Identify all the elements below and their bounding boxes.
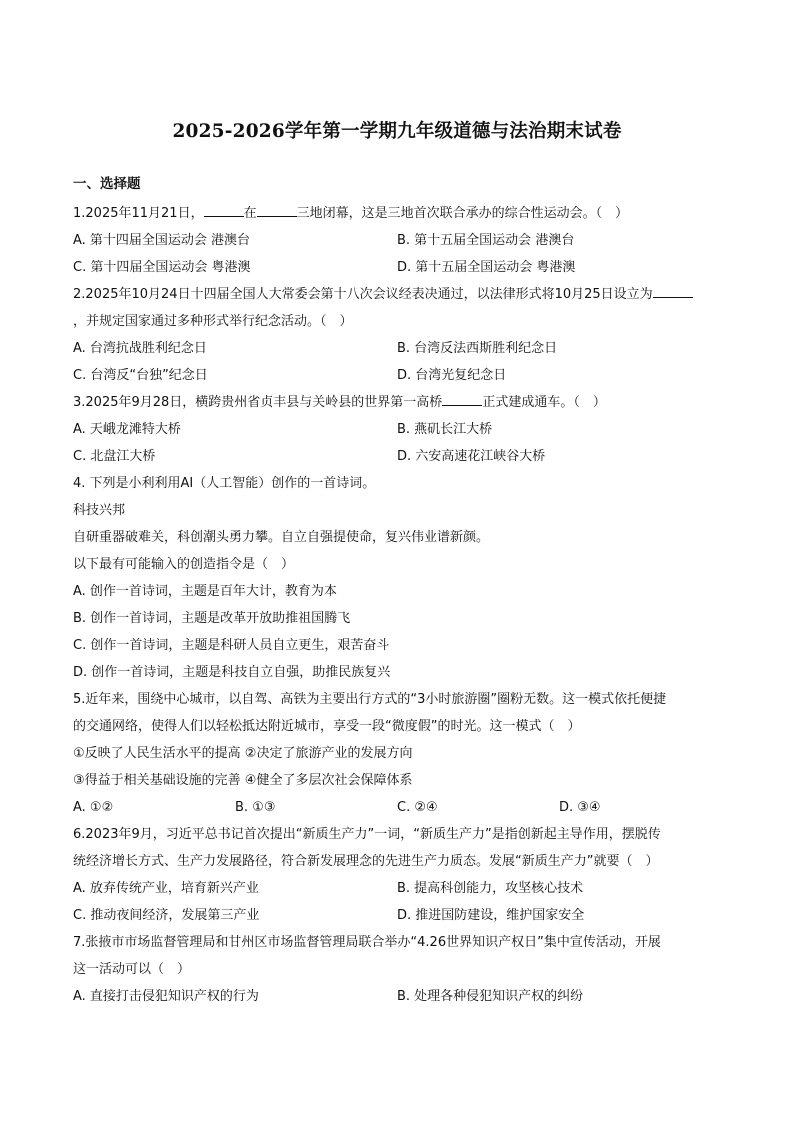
option-c[interactable]: C. ②④	[397, 800, 438, 815]
option-b[interactable]: B. 处理各种侵犯知识产权的纠纷	[397, 989, 584, 1004]
question-4-prompt: 以下最有可能输入的创造指令是（ ）	[73, 557, 295, 572]
question-6-stem: 统经济增长方式、生产力发展路径，符合新发展理念的先进生产力质态。发展“新质生产力”就要（ ）	[73, 854, 659, 869]
option-c[interactable]: C. 推动夜间经济，发展第三产业	[73, 908, 260, 923]
option-d[interactable]: D. 创作一首诗词，主题是科技自立自强，助推民族复兴	[73, 665, 391, 680]
option-b[interactable]: B. 第十五届全国运动会 港澳台	[397, 233, 575, 248]
question-1-stem: 1.2025年11月21日， 在 三地闭幕，这是三地首次联合承办的综合性运动会。（ ）	[73, 200, 725, 227]
section-heading: 一、选择题	[73, 176, 141, 192]
option-c[interactable]: C. 第十四届全国运动会 粤港澳	[73, 260, 251, 275]
option-c[interactable]: C. 台湾反“台独”纪念日	[73, 368, 208, 383]
option-b[interactable]: B. 燕矶长江大桥	[397, 422, 493, 437]
question-3-options-row	[73, 416, 725, 443]
question-6-options-row	[73, 902, 725, 929]
question-7-stem: 7.张掖市市场监督管理局和甘州区市场监督管理局联合举办“4.26世界知识产权日”集中宣传活动，开展	[73, 935, 661, 950]
poem-body: 自研重器破难关，科创潮头勇力攀。自立自强提使命，复兴伟业谱新颜。	[73, 530, 490, 545]
option-c[interactable]: C. 北盘江大桥	[73, 449, 156, 464]
question-2-stem: 2.2025年10月24日十四届全国人大常委会第十八次会议经表决通过，以法律形式将10月25日设立为	[73, 281, 725, 308]
question-list	[73, 200, 725, 1010]
answer-blank[interactable]	[257, 202, 297, 217]
poem-title: 科技兴邦	[73, 503, 126, 518]
option-b[interactable]: B. 台湾反法西斯胜利纪念日	[397, 341, 558, 356]
question-1-options-row	[73, 254, 725, 281]
question-3-options-row	[73, 443, 725, 470]
option-b[interactable]: B. 提高科创能力，攻坚核心技术	[397, 881, 584, 896]
option-a[interactable]: A. 放弃传统产业，培育新兴产业	[73, 881, 259, 896]
question-3-stem: 3.2025年9月28日，横跨贵州省贞丰县与关岭县的世界第一高桥 正式建成通车。（ ）	[73, 389, 725, 416]
option-d[interactable]: D. 台湾光复纪念日	[397, 368, 507, 383]
option-b[interactable]: B. ①③	[235, 800, 276, 815]
question-7-options-row	[73, 983, 725, 1010]
question-6-stem: 6.2023年9月，习近平总书记首次提出“新质生产力”一词，“新质生产力”是指创新起主导作用，摆脱传	[73, 827, 661, 842]
exam-title: 2025-2026学年第一学期九年级道德与法治期末试卷	[172, 121, 622, 142]
answer-blank[interactable]	[442, 391, 482, 406]
option-a[interactable]: A. ①②	[73, 800, 114, 815]
question-5-options-row	[73, 794, 725, 821]
question-5-statements: ③得益于相关基础设施的完善 ④健全了多层次社会保障体系	[73, 773, 413, 788]
question-4-stem: 4. 下列是小利利用AI（人工智能）创作的一首诗词。	[73, 476, 376, 491]
answer-blank[interactable]	[653, 283, 693, 298]
question-6-options-row	[73, 875, 725, 902]
option-a[interactable]: A. 第十四届全国运动会 港澳台	[73, 233, 251, 248]
question-2-stem: ，并规定国家通过多种形式举行纪念活动。（ ）	[73, 314, 353, 329]
option-c[interactable]: C. 创作一首诗词，主题是科研人员自立更生，艰苦奋斗	[73, 638, 390, 653]
option-d[interactable]: D. 六安高速花江峡谷大桥	[397, 449, 546, 464]
option-d[interactable]: D. 第十五届全国运动会 粤港澳	[397, 260, 576, 275]
option-a[interactable]: A. 创作一首诗词，主题是百年大计，教育为本	[73, 584, 337, 599]
option-d[interactable]: D. ③④	[559, 800, 601, 815]
question-2-options-row	[73, 335, 725, 362]
question-7-stem: 这一活动可以（ ）	[73, 962, 191, 977]
answer-blank[interactable]	[204, 202, 244, 217]
option-a[interactable]: A. 天峨龙滩特大桥	[73, 422, 181, 437]
option-a[interactable]: A. 台湾抗战胜利纪念日	[73, 341, 207, 356]
question-1-options-row	[73, 227, 725, 254]
question-5-stem: 的交通网络，使得人们以轻松抵达附近城市，享受一段“微度假”的时光。这一模式（ ）	[73, 719, 581, 734]
option-d[interactable]: D. 推进国防建设，维护国家安全	[397, 908, 585, 923]
question-5-stem: 5.近年来，围绕中心城市，以自驾、高铁为主要出行方式的“3小时旅游圈”圈粉无数。这一模式依托便捷	[73, 692, 667, 707]
option-a[interactable]: A. 直接打击侵犯知识产权的行为	[73, 989, 259, 1004]
question-2-options-row	[73, 362, 725, 389]
option-b[interactable]: B. 创作一首诗词，主题是改革开放助推祖国腾飞	[73, 611, 351, 626]
question-5-statements: ①反映了人民生活水平的提高 ②决定了旅游产业的发展方向	[73, 746, 413, 761]
